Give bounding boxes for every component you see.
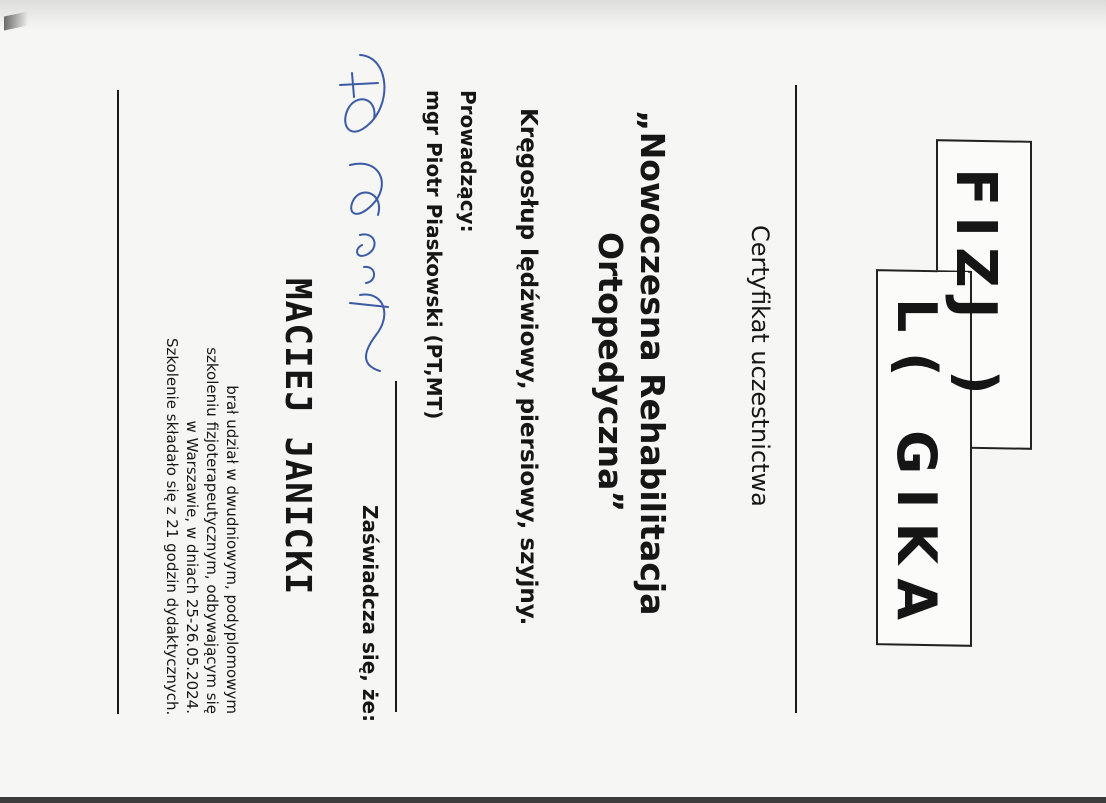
logo-line2-end xyxy=(885,430,948,634)
body-paragraph xyxy=(162,338,242,714)
body-line2: szkoleniu fizjoterapeutycznym, odbywającym się xyxy=(203,347,221,714)
signature-image xyxy=(320,45,400,375)
logo-line2-start-text: L xyxy=(885,298,948,343)
lead-label: Prowadzący: xyxy=(456,90,480,233)
course-title-line2: Ortopedyczna” xyxy=(591,232,630,513)
logo-line1 xyxy=(943,168,1008,329)
scan-shadow xyxy=(0,0,1106,30)
certify-text: Zaświadcza się, że: xyxy=(358,505,382,723)
recipient-name: MACIEJ JANICKI xyxy=(277,278,318,596)
logo-line1-end xyxy=(945,370,1008,405)
logo-line2-mid xyxy=(885,352,948,387)
logo-line2-start xyxy=(885,298,948,342)
lead-name: mgr Piotr Piaskowski (PT,MT) xyxy=(422,90,446,420)
body-line1: brał udział w dwudniowym, podyplomowym xyxy=(223,385,241,714)
logo-line2-mid-text: ( xyxy=(885,352,948,387)
logo-line2-end-text: GIKA xyxy=(885,430,948,635)
rule-middle xyxy=(395,381,397,712)
rule-right xyxy=(795,85,797,713)
course-title-line1: „Nowoczesna Rehabilitacja xyxy=(633,110,672,616)
certificate-title: Certyfikat uczestnictwa xyxy=(746,225,774,507)
body-line4: Szkolenie składało się z 21 godzin dydaktycznych. xyxy=(163,338,181,716)
logo-line1-end-text: ) xyxy=(945,370,1008,405)
logo-line1-text: FIZJ xyxy=(943,168,1008,329)
course-subject: Kręgosłup lędźwiowy, piersiowy, szyjny. xyxy=(515,108,541,626)
body-line3: w Warszawie, w dniach 25-26.05.2024. xyxy=(183,420,201,714)
rule-left xyxy=(117,90,119,714)
